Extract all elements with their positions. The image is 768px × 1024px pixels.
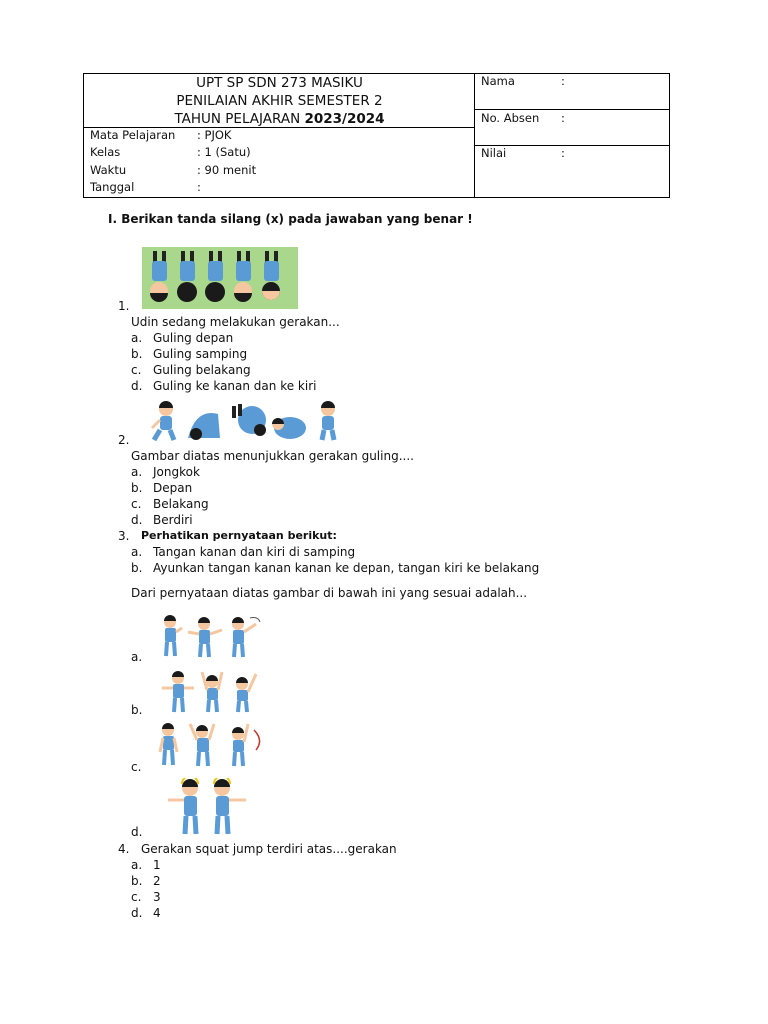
q4-option-b[interactable]: 2 (153, 874, 161, 888)
q4-number: 4. (118, 842, 130, 856)
score-label: Nilai (481, 146, 507, 160)
q1-option-c-letter[interactable]: c. (131, 363, 142, 377)
q4-option-a-letter[interactable]: a. (131, 858, 143, 872)
roll-pose-tuck (272, 417, 306, 439)
q3-text: Perhatikan pernyataan berikut: (141, 529, 337, 542)
stretch-figure-2 (202, 672, 222, 712)
arms-spread-figure-1 (168, 778, 198, 834)
q3-option-b-image[interactable] (160, 670, 260, 714)
arm-swing-figure-3 (232, 617, 260, 657)
side-bend-figure-1 (160, 723, 177, 765)
exam-title: PENILAIAN AKHIR SEMESTER 2 (176, 93, 383, 109)
school-name: UPT SP SDN 273 MASIKU (196, 75, 363, 91)
section-title: I. Berikan tanda silang (x) pada jawaban yang benar ! (108, 212, 473, 226)
q1-number: 1. (118, 299, 130, 313)
q1-option-a-letter[interactable]: a. (131, 331, 143, 345)
q3-option-d-image[interactable] (164, 778, 248, 838)
q4-option-c[interactable]: 3 (153, 890, 161, 904)
q3-statement-b: Ayunkan tangan kanan kanan ke depan, tangan kiri ke belakang (153, 561, 540, 575)
q3-option-a-image[interactable] (158, 614, 262, 660)
stretch-figure-1 (162, 671, 194, 712)
q4-option-d[interactable]: 4 (153, 906, 161, 920)
q4-option-d-letter[interactable]: d. (131, 906, 143, 920)
q3-prompt: Dari pernyataan diatas gambar di bawah ini yang sesuai adalah... (131, 586, 528, 600)
arms-spread-figure-2 (214, 778, 246, 834)
info-label-subject: Mata Pelajaran (90, 128, 176, 142)
arm-swing-figure-1 (164, 615, 182, 656)
arm-swing-figure-2 (188, 617, 222, 657)
info-value-class: : 1 (Satu) (197, 145, 251, 159)
roll-pose-bend (188, 413, 220, 440)
q1-option-d-letter[interactable]: d. (131, 379, 143, 393)
q4-option-c-letter[interactable]: c. (131, 890, 142, 904)
info-label-date: Tanggal (90, 180, 135, 194)
q3-option-b-letter[interactable]: b. (131, 703, 143, 717)
info-value-time: : 90 menit (197, 163, 257, 177)
student-number-label: No. Absen (481, 111, 540, 125)
q3-option-c-letter[interactable]: c. (131, 760, 142, 774)
q2-option-a[interactable]: Jongkok (153, 465, 200, 479)
q2-option-c[interactable]: Belakang (153, 497, 209, 511)
q2-option-d-letter[interactable]: d. (131, 513, 143, 527)
q3-option-d-letter[interactable]: d. (131, 825, 143, 839)
score-field[interactable]: : (561, 146, 565, 160)
q3-statement-a-letter: a. (131, 545, 143, 559)
roll-pose-over (232, 404, 266, 436)
student-name-field[interactable]: : (561, 74, 565, 88)
side-bend-figure-3 (232, 724, 260, 766)
q1-option-a[interactable]: Guling depan (153, 331, 234, 345)
q3-statement-b-letter: b. (131, 561, 143, 575)
q2-option-b[interactable]: Depan (153, 481, 193, 495)
q1-text: Udin sedang melakukan gerakan... (131, 315, 340, 329)
q1-option-c[interactable]: Guling belakang (153, 363, 251, 377)
q4-option-b-letter[interactable]: b. (131, 874, 143, 888)
school-year: TAHUN PELAJARAN 2023/2024 (174, 111, 385, 127)
q2-option-b-letter[interactable]: b. (131, 481, 143, 495)
q3-option-c-image[interactable] (156, 720, 266, 770)
student-name-label: Nama (481, 74, 515, 88)
roll-pose-finish (321, 401, 335, 440)
q1-option-b-letter[interactable]: b. (131, 347, 143, 361)
info-value-subject: : PJOK (197, 128, 232, 142)
q3-statement-a: Tangan kanan dan kiri di samping (153, 545, 356, 559)
info-label-time: Waktu (90, 163, 127, 177)
student-number-field[interactable]: : (561, 111, 565, 125)
roll-pose-squat (152, 401, 174, 440)
info-value-date: : (197, 180, 201, 194)
q2-option-d[interactable]: Berdiri (153, 513, 193, 527)
stretch-figure-3 (236, 674, 256, 712)
q2-option-a-letter[interactable]: a. (131, 465, 143, 479)
info-label-class: Kelas (90, 145, 121, 159)
q2-text: Gambar diatas menunjukkan gerakan guling.... (131, 449, 414, 463)
q2-image-forward-roll (148, 400, 344, 444)
q4-text: Gerakan squat jump terdiri atas....gerakan (141, 842, 397, 856)
q2-number: 2. (118, 433, 130, 447)
q3-number: 3. (118, 529, 130, 543)
q4-option-a[interactable]: 1 (153, 858, 161, 872)
q1-option-d[interactable]: Guling ke kanan dan ke kiri (153, 379, 317, 393)
q1-image-rolling (142, 247, 298, 309)
q1-option-b[interactable]: Guling samping (153, 347, 248, 361)
q3-option-a-letter[interactable]: a. (131, 650, 143, 664)
q2-option-c-letter[interactable]: c. (131, 497, 142, 511)
side-bend-figure-2 (190, 724, 214, 766)
